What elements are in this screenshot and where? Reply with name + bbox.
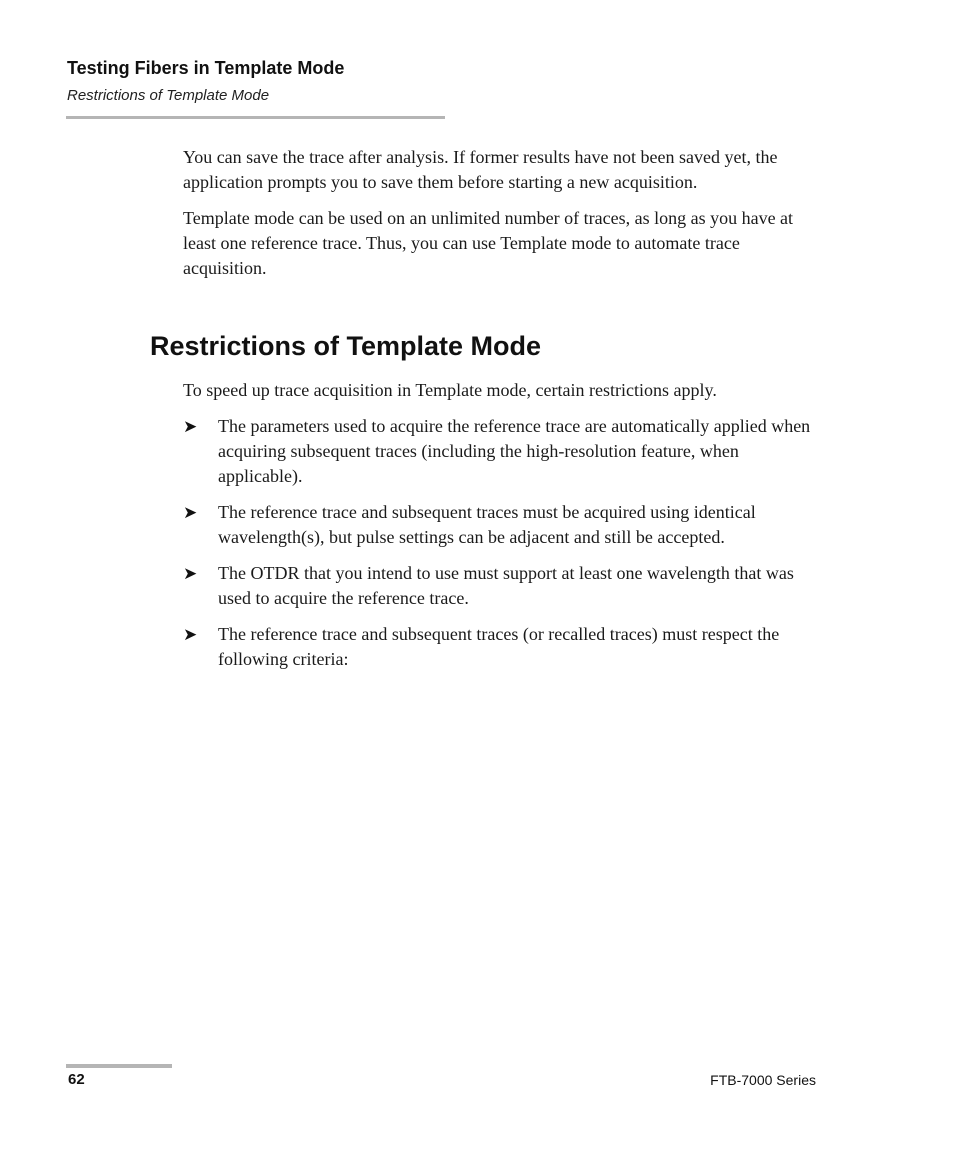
footer-divider bbox=[66, 1064, 172, 1068]
section-subtitle: Restrictions of Template Mode bbox=[67, 87, 270, 104]
restrictions-list bbox=[183, 414, 823, 672]
intro-paragraph: You can save the trace after analysis. If former results have not been saved yet, the application prompts you to save them before starting a new acquisition. bbox=[183, 147, 778, 192]
section-heading: Restrictions of Template Mode bbox=[150, 331, 542, 361]
chapter-title: Testing Fibers in Template Mode bbox=[67, 58, 345, 78]
running-head bbox=[67, 57, 344, 106]
list-item bbox=[183, 500, 823, 550]
arrowhead-right-icon: ➤ bbox=[183, 417, 198, 437]
list-item-text: The parameters used to acquire the reference trace are automatically applied when acquiring subsequent traces (including the high-resolution feature, when applicable). bbox=[218, 416, 811, 486]
arrowhead-right-icon: ➤ bbox=[183, 625, 198, 645]
list-item-text: The OTDR that you intend to use must support at least one wavelength that was used to acquire the reference trace. bbox=[218, 563, 794, 608]
list-item-text: The reference trace and subsequent traces (or recalled traces) must respect the following criteria: bbox=[218, 624, 780, 669]
intro-text bbox=[183, 145, 823, 292]
list-item bbox=[183, 622, 823, 672]
section-content bbox=[183, 378, 823, 683]
header-divider bbox=[66, 116, 445, 119]
list-item bbox=[183, 561, 823, 611]
page-number: 62 bbox=[68, 1071, 85, 1088]
list-item bbox=[183, 414, 823, 489]
arrowhead-right-icon: ➤ bbox=[183, 503, 198, 523]
list-item-text: The reference trace and subsequent traces must be acquired using identical wavelength(s), but pulse settings can be adjacent and still be accepted. bbox=[218, 502, 756, 547]
intro-paragraph: Template mode can be used on an unlimited number of traces, as long as you have at least one reference trace. Thus, you can use Template mode to automate trace acquisition. bbox=[183, 208, 794, 278]
section-lead: To speed up trace acquisition in Template mode, certain restrictions apply. bbox=[183, 380, 717, 400]
arrowhead-right-icon: ➤ bbox=[183, 564, 198, 584]
product-name: FTB-7000 Series bbox=[710, 1072, 816, 1088]
